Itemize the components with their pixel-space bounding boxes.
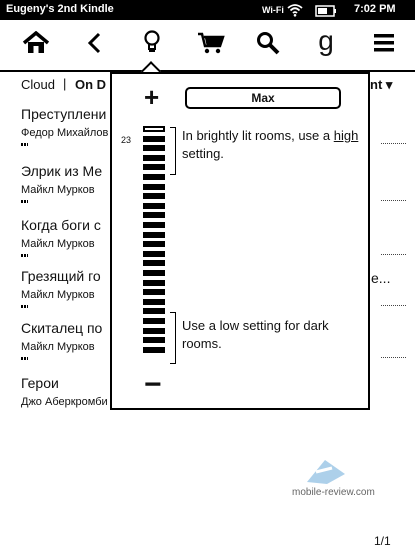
light-level-segment[interactable] [143, 145, 165, 151]
max-label: Max [251, 91, 275, 105]
dark-room-hint: Use a low setting for dark rooms. [182, 318, 329, 351]
book-title: Герои [21, 375, 59, 391]
light-level-segment[interactable] [143, 203, 165, 209]
book-author: Майкл Мурков [21, 238, 95, 250]
light-level-segment[interactable] [143, 232, 165, 238]
store-cart-button[interactable] [191, 26, 231, 64]
cart-icon [197, 31, 225, 60]
goodreads-label: g [318, 25, 334, 56]
light-level-segment[interactable] [143, 328, 165, 334]
progress-dots [21, 143, 28, 146]
watermark-text: mobile-review.com [292, 487, 375, 498]
light-level-segment[interactable] [143, 280, 165, 286]
high-range-bracket [170, 127, 176, 175]
light-level-segment[interactable] [143, 136, 165, 142]
light-level-segment[interactable] [143, 222, 165, 228]
light-level-segment[interactable] [143, 193, 165, 199]
watermark-logo [303, 456, 349, 491]
search-button[interactable] [248, 26, 288, 64]
progress-dots [21, 254, 28, 257]
device-name: Eugeny's 2nd Kindle [6, 3, 114, 15]
bright-room-hint [182, 127, 362, 163]
sort-menu[interactable]: nt ▾ [370, 77, 393, 92]
light-level-segment[interactable] [143, 337, 165, 343]
tab-cloud[interactable]: Cloud [21, 77, 55, 92]
light-level-segment[interactable] [143, 270, 165, 276]
light-level-segment[interactable] [143, 289, 165, 295]
light-level-segment[interactable] [143, 184, 165, 190]
book-title-tail: е... [371, 270, 391, 286]
light-level-segment[interactable] [143, 164, 165, 170]
tab-separator: | [63, 76, 67, 91]
book-title: Когда боги с [21, 217, 101, 233]
page-indicator: 1/1 [374, 534, 391, 548]
progress-dots [21, 305, 28, 308]
search-icon [256, 31, 280, 60]
home-icon [22, 31, 50, 60]
light-level-segment[interactable] [143, 347, 165, 353]
goodreads-button[interactable] [306, 26, 346, 64]
light-level-segment[interactable] [143, 212, 165, 218]
clock: 7:02 PM [354, 3, 396, 15]
book-author: Майкл Мурков [21, 184, 95, 196]
toolbar [0, 20, 415, 72]
light-level-segment[interactable] [143, 251, 165, 257]
divider [381, 357, 406, 358]
light-level-segment[interactable] [143, 318, 165, 324]
decrease-light-button[interactable]: − [144, 368, 162, 401]
light-level-segment[interactable] [143, 174, 165, 180]
book-title: Преступлени [21, 106, 107, 122]
divider [381, 143, 406, 144]
light-settings-popup [110, 72, 370, 410]
hint-text: In brightly lit rooms, use a [182, 128, 334, 143]
hint-text-end: setting. [182, 146, 224, 161]
back-icon [86, 31, 102, 60]
light-level-segment[interactable] [143, 299, 165, 305]
book-title: Элрик из Ме [21, 163, 103, 179]
light-level-segment[interactable] [143, 126, 165, 132]
increase-light-button[interactable]: + [144, 82, 160, 112]
divider [381, 200, 406, 201]
light-level-segment[interactable] [143, 241, 165, 247]
lightbulb-icon [143, 30, 161, 61]
book-title: Грезящий го [21, 268, 101, 284]
progress-dots [21, 357, 28, 360]
divider [381, 254, 406, 255]
wifi-label: Wi-Fi [262, 5, 284, 15]
light-level-segment[interactable] [143, 308, 165, 314]
low-range-bracket [170, 312, 176, 364]
status-bar [0, 0, 415, 20]
light-level-value: 23 [121, 135, 132, 145]
back-button[interactable] [74, 26, 114, 64]
book-author: Джо Аберкромби [21, 396, 108, 408]
book-author: Федор Михайлов [21, 127, 109, 139]
book-title: Скиталец по [21, 320, 103, 336]
light-button[interactable] [132, 26, 172, 64]
home-button[interactable] [16, 26, 56, 64]
max-light-button[interactable] [185, 87, 341, 109]
divider [381, 305, 406, 306]
menu-icon [373, 33, 395, 58]
book-author: Майкл Мурков [21, 341, 95, 353]
tab-on-device[interactable]: On D [75, 77, 107, 92]
menu-button[interactable] [364, 26, 404, 64]
progress-dots [21, 200, 28, 203]
light-level-segment[interactable] [143, 155, 165, 161]
light-level-segment[interactable] [143, 260, 165, 266]
hint-high-word: high [333, 128, 359, 143]
book-author: Майкл Мурков [21, 289, 95, 301]
